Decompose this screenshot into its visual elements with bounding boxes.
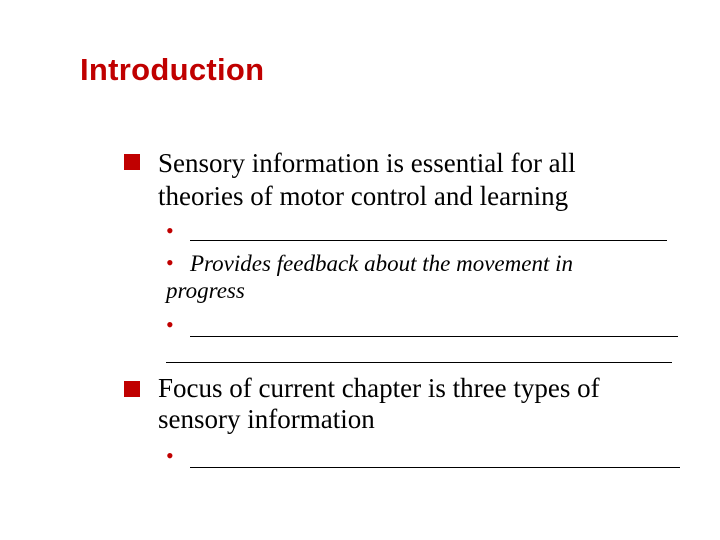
dot-bullet-icon: • bbox=[166, 250, 174, 275]
square-bullet-icon bbox=[124, 381, 140, 397]
slide-title: Introduction bbox=[80, 52, 265, 87]
fill-in-blank bbox=[190, 467, 680, 468]
bullet-1-line-2: theories of motor control and learning bbox=[158, 181, 569, 211]
dot-bullet-icon: • bbox=[166, 218, 174, 243]
dot-bullet-icon: • bbox=[166, 312, 174, 337]
fill-in-blank bbox=[190, 336, 678, 337]
bullet-2-line-2: sensory information bbox=[158, 404, 375, 434]
bullet-2-line-1: Focus of current chapter is three types of bbox=[158, 373, 600, 403]
sub-bullet-line-2: progress bbox=[166, 278, 245, 303]
square-bullet-icon bbox=[124, 154, 140, 170]
bullet-1-line-1: Sensory information is essential for all bbox=[158, 148, 576, 178]
fill-in-blank bbox=[190, 240, 667, 241]
sub-bullet-line-1: Provides feedback about the movement in bbox=[190, 251, 573, 276]
fill-in-blank bbox=[166, 362, 672, 363]
dot-bullet-icon: • bbox=[166, 443, 174, 468]
